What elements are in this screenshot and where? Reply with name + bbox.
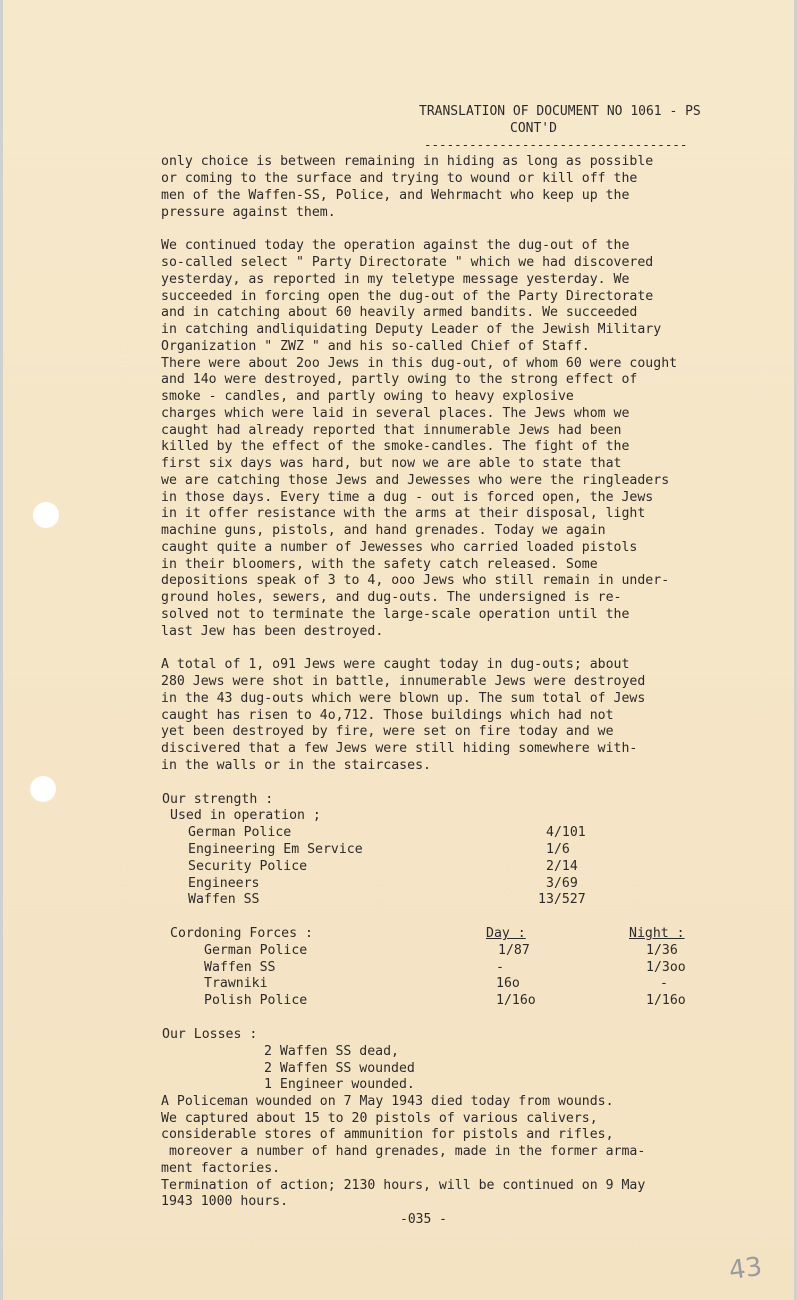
text-line: caught had already reported that innumerable Jews had been — [161, 423, 622, 438]
text-line: ment factories. — [161, 1161, 281, 1176]
text-line: yesterday, as reported in my teletype message yesterday. We — [161, 272, 630, 287]
text-line: caught quite a number of Jewesses who carried loaded pistols — [161, 540, 638, 555]
text-line: smoke - candles, and partly owing to heavy explosive — [161, 389, 574, 404]
unit-value: 1/6 — [546, 842, 570, 857]
text-line: depositions speak of 3 to 4, ooo Jews who still remain in under- — [161, 573, 670, 588]
cordon-night-value: - — [660, 976, 668, 991]
unit-value: 4/101 — [546, 825, 586, 840]
text-line: ground holes, sewers, and dug-outs. The undersigned is re- — [161, 590, 622, 605]
text-line: discivered that a few Jews were still hiding somewhere with- — [161, 741, 638, 756]
text-line: and 14o were destroyed, partly owing to the strong effect of — [161, 372, 638, 387]
loss-item: 1 Engineer wounded. — [264, 1077, 415, 1092]
text-line: considerable stores of ammunition for pistols and rifles, — [161, 1127, 614, 1142]
used-in-operation-heading: Used in operation ; — [170, 808, 321, 823]
handwritten-note: 43 — [727, 1251, 765, 1287]
night-column-header: Night : — [629, 926, 685, 941]
cordon-unit-name: German Police — [204, 943, 308, 958]
unit-name: Engineers — [188, 876, 260, 891]
text-line: in the walls or in the staircases. — [161, 758, 431, 773]
text-line: so-called select " Party Directorate " which we had discovered — [161, 255, 654, 270]
document-title: TRANSLATION OF DOCUMENT NO 1061 - PS — [419, 104, 701, 119]
unit-name: Security Police — [188, 859, 308, 874]
text-line: in it offer resistance with the arms at their disposal, light — [161, 506, 646, 521]
page-number: -035 - — [400, 1212, 447, 1227]
text-line: moreover a number of hand grenades, made in the former arma- — [161, 1144, 646, 1159]
text-line: We captured about 15 to 20 pistols of various calivers, — [161, 1111, 598, 1126]
unit-name: Engineering Em Service — [188, 842, 363, 857]
cordon-day-value: - — [496, 960, 504, 975]
cordon-night-value: 1/3oo — [646, 960, 686, 975]
cordon-unit-name: Trawniki — [204, 976, 268, 991]
cordon-day-value: 16o — [496, 976, 520, 991]
text-line: caught has risen to 4o,712. Those buildings which had not — [161, 708, 614, 723]
unit-value: 3/69 — [546, 876, 578, 891]
cordon-night-value: 1/16o — [646, 993, 686, 1008]
cordoning-heading: Cordoning Forces : — [170, 926, 313, 941]
text-line: Organization " ZWZ " and his so-called Chief of Staff. — [161, 339, 590, 354]
unit-name: German Police — [188, 825, 292, 840]
cordon-day-value: 1/87 — [498, 943, 530, 958]
text-line: yet been destroyed by fire, were set on fire today and we — [161, 724, 614, 739]
unit-value: 13/527 — [538, 892, 586, 907]
text-line: 280 Jews were shot in battle, innumerable Jews were destroyed — [161, 674, 646, 689]
cordon-day-value: 1/16o — [496, 993, 536, 1008]
text-line: 1943 1000 hours. — [161, 1194, 289, 1209]
text-line: machine guns, pistols, and hand grenades. Today we again — [161, 523, 606, 538]
document-subtitle: CONT'D — [510, 121, 557, 136]
text-line: A total of 1, o91 Jews were caught today in dug-outs; about — [161, 657, 630, 672]
text-line: in the 43 dug-outs which were blown up. The sum total of Jews — [161, 691, 646, 706]
loss-item: 2 Waffen SS dead, — [264, 1044, 399, 1059]
text-line: We continued today the operation against the dug-out of the — [161, 238, 630, 253]
text-line: only choice is between remaining in hiding as long as possible — [161, 154, 654, 169]
day-column-header: Day : — [486, 926, 526, 941]
text-line: killed by the effect of the smoke-candles. The fight of the — [161, 439, 630, 454]
strength-heading: Our strength : — [162, 792, 274, 807]
text-line: first six days was hard, but now we are able to state that — [161, 456, 622, 471]
text-line: There were about 2oo Jews in this dug-out, of whom 60 were cought — [161, 356, 678, 371]
cordon-unit-name: Polish Police — [204, 993, 308, 1008]
unit-value: 2/14 — [546, 859, 578, 874]
text-line: last Jew has been destroyed. — [161, 624, 384, 639]
text-line: in those days. Every time a dug - out is forced open, the Jews — [161, 490, 654, 505]
text-line: pressure against them. — [161, 205, 336, 220]
losses-heading: Our Losses : — [162, 1027, 258, 1042]
text-line: Termination of action; 2130 hours, will be continued on 9 May — [161, 1178, 646, 1193]
text-line: in catching andliquidating Deputy Leader of the Jewish Military — [161, 322, 662, 337]
scan-edge-left — [0, 0, 3, 1300]
text-line: succeeded in forcing open the dug-out of the Party Directorate — [161, 289, 654, 304]
text-line: in their bloomers, with the safety catch released. Some — [161, 557, 598, 572]
text-line: or coming to the surface and trying to wound or kill off the — [161, 171, 638, 186]
cordon-night-value: 1/36 — [646, 943, 678, 958]
text-line: we are catching those Jews and Jewesses who were the ringleaders — [161, 473, 670, 488]
cordon-unit-name: Waffen SS — [204, 960, 276, 975]
punch-hole — [30, 776, 56, 802]
unit-name: Waffen SS — [188, 892, 260, 907]
header-rule: ----------------------------------- — [424, 137, 688, 152]
text-line: and in catching about 60 heavily armed bandits. We succeeded — [161, 305, 638, 320]
punch-hole — [33, 502, 59, 528]
loss-item: 2 Waffen SS wounded — [264, 1061, 415, 1076]
text-line: A Policeman wounded on 7 May 1943 died today from wounds. — [161, 1094, 614, 1109]
text-line: men of the Waffen-SS, Police, and Wehrmacht who keep up the — [161, 188, 630, 203]
text-line: solved not to terminate the large-scale operation until the — [161, 607, 630, 622]
text-line: charges which were laid in several places. The Jews whom we — [161, 406, 630, 421]
